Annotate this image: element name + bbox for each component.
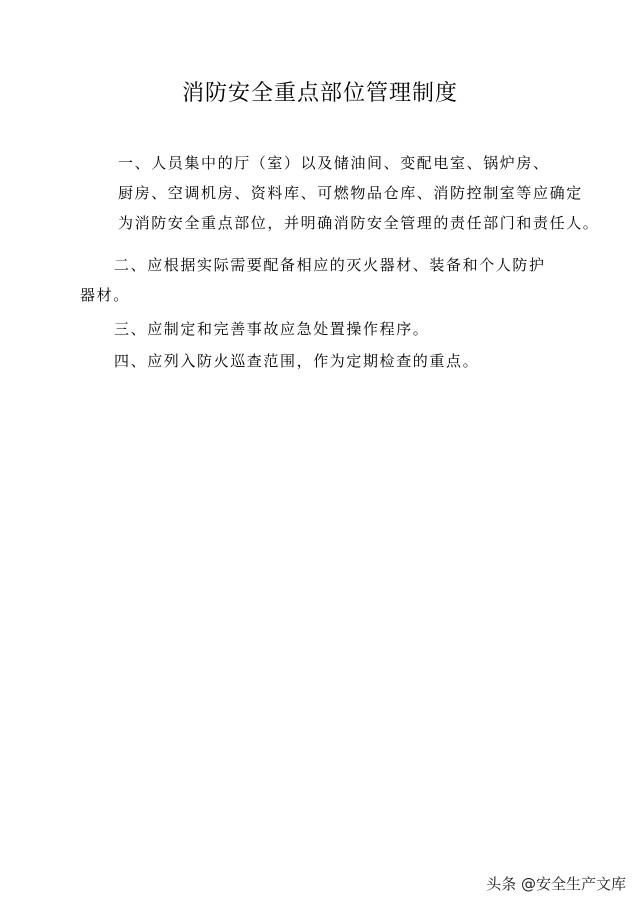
paragraph-line: 一、人员集中的厅（室）以及储油间、变配电室、锅炉房、 (118, 154, 550, 172)
paragraph-line: 器材。 (80, 286, 130, 304)
paragraph-line: 四、应列入防火巡查范围，作为定期检查的重点。 (114, 352, 480, 370)
paragraph-2 (80, 250, 570, 310)
paragraph-line: 三、应制定和完善事故应急处置操作程序。 (114, 320, 430, 338)
paragraph-4 (80, 346, 570, 376)
paragraph-line: 为消防安全重点部位，并明确消防安全管理的责任部门和责任人。 (118, 214, 600, 232)
watermark-text: 头条 @安全生产文库 (486, 875, 626, 893)
paragraph-1 (80, 148, 600, 238)
paragraph-3 (80, 314, 570, 344)
document-title: 消防安全重点部位管理制度 (181, 81, 458, 106)
paragraph-line: 厨房、空调机房、资料库、可燃物品仓库、消防控制室等应确定 (118, 184, 583, 202)
paragraph-line: 二、应根据实际需要配备相应的灭火器材、装备和个人防护 (114, 256, 546, 274)
